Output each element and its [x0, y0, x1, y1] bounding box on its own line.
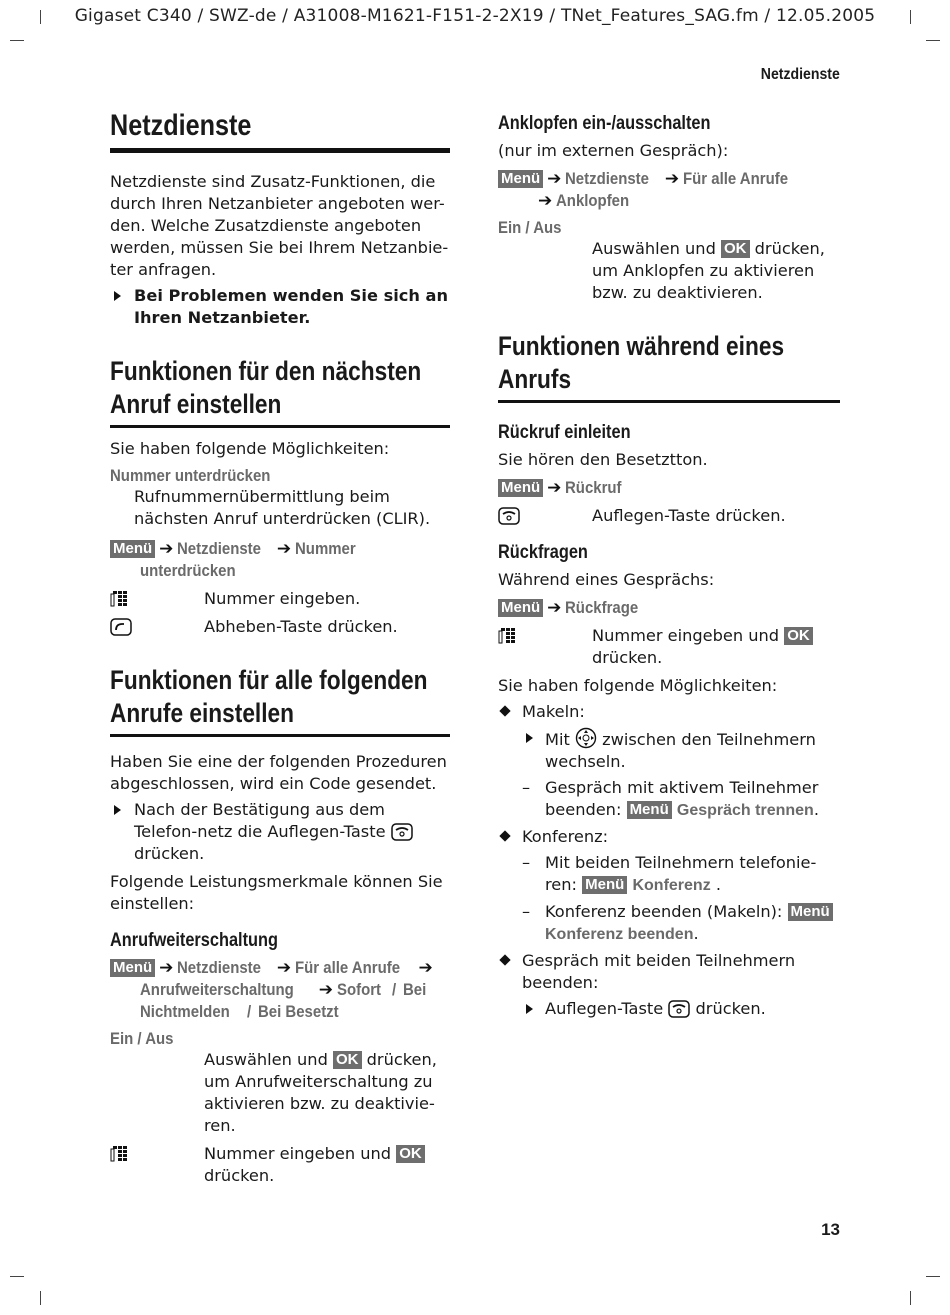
menu-path-item: Netzdienste: [177, 539, 262, 558]
instruction-text: Auswählen und: [592, 239, 716, 258]
menu-path-item: Nummer: [295, 539, 356, 558]
option-label: Nummer unterdrücken: [110, 466, 271, 485]
step-row: [498, 625, 840, 669]
instruction-text: Auswählen und: [204, 1050, 328, 1069]
subitem-text: Mit: [545, 730, 570, 749]
step-row: [110, 588, 450, 610]
arrow-bullet-icon: [526, 1004, 533, 1014]
step-row: [110, 616, 450, 638]
crop-mark: [926, 1276, 940, 1277]
konferenz-subitem: [498, 901, 840, 946]
possibilities-text: Sie haben folgende Möglichkeiten:: [498, 676, 778, 695]
step-row: [110, 1143, 450, 1187]
heading-line: Anrufs: [498, 364, 572, 394]
consult-title: Rückfragen: [498, 542, 588, 563]
step-text: [592, 625, 840, 669]
menu-key-badge: Menü: [627, 801, 672, 819]
menu-path: [110, 538, 450, 582]
select-instruction: [204, 1049, 450, 1137]
option-off: Aus: [533, 218, 562, 237]
menu-path-item: Bei: [402, 980, 426, 999]
call-waiting-subtitle: (nur im externen Gespräch):: [498, 141, 729, 160]
menu-path-item: Nichtmelden: [140, 1002, 230, 1021]
menu-key-badge: Menü: [498, 170, 543, 188]
menu-path-item: Anrufweiterschaltung: [140, 980, 294, 999]
menu-path-item: Für alle Anrufe: [683, 169, 789, 188]
step-text: Abheben-Taste drücken.: [204, 617, 398, 636]
crop-mark: [10, 1276, 24, 1277]
dash-bullet: –: [522, 902, 531, 921]
instruction-text: drücken.: [204, 1166, 275, 1185]
intro-note-text: Bei Problemen wenden Sie sich an Ihren Netzanbieter.: [134, 286, 448, 327]
subitem-text: .: [715, 875, 722, 894]
instruction-text: Nummer eingeben und: [592, 626, 780, 645]
menu-key-badge: Menü: [498, 599, 543, 617]
heading-line: Funktionen während eines: [498, 331, 785, 361]
menu-key-badge: Menü: [110, 540, 155, 558]
next-call-heading: [110, 355, 450, 421]
keypad-icon: [498, 627, 520, 645]
crop-mark: [926, 40, 940, 41]
subitem-text: drücken.: [695, 999, 766, 1018]
menu-path: Menü ➔ Netzdienste ➔ Für alle Anrufe ➔ Anrufweiterschaltung ➔ Sofort / Bei Nichtmelden / Bei Besetzt: [110, 957, 450, 1023]
control-key-icon: [575, 727, 597, 749]
arrow-right-icon: ➔: [318, 980, 333, 1000]
hangup-key-icon: [498, 507, 520, 525]
arrow-right-icon: ➔: [276, 958, 292, 978]
instruction-text: drücken.: [592, 648, 663, 667]
step-text: [204, 1143, 450, 1187]
call-waiting-title: Anklopfen ein-/ausschalten: [498, 113, 711, 134]
diamond-bullet-icon: [499, 954, 510, 965]
menu-key-badge: Menü: [582, 876, 627, 894]
option-description: Rufnummernübermittlung beim nächsten Anruf unterdrücken (CLIR).: [134, 487, 431, 528]
makeln-item: [498, 701, 840, 723]
makeln-subitem: [498, 777, 840, 822]
menu-key-badge: Menü: [498, 479, 543, 497]
menu-key-badge: Menü: [788, 903, 833, 921]
arrow-right-icon: ➔: [538, 191, 553, 211]
hangup-key-icon: [391, 823, 413, 841]
crop-mark: [910, 1291, 911, 1305]
bullet-text: Makeln:: [522, 702, 585, 721]
running-section-header: Netzdienste: [760, 66, 840, 83]
arrow-right-icon: ➔: [159, 958, 174, 978]
step-text: Nummer eingeben.: [204, 589, 361, 608]
all-calls-intro: Haben Sie eine der folgenden Prozeduren abgeschlossen, wird ein Code gesendet.: [110, 752, 447, 793]
menu-path-item: Konferenz beenden: [545, 926, 694, 943]
crop-mark: [10, 40, 24, 41]
intro-note: [110, 285, 450, 329]
arrow-right-icon: ➔: [547, 598, 562, 618]
arrow-bullet-icon: [114, 291, 121, 301]
possibilities-text: Sie haben folgende Möglichkeiten:: [110, 439, 390, 458]
menu-path-item: Für alle Anrufe: [295, 958, 401, 977]
subitem-text: .: [693, 924, 699, 943]
menu-path: [498, 168, 840, 212]
end-both-subitem: [498, 998, 840, 1020]
callback-title: Rückruf einleiten: [498, 422, 631, 443]
instruction-text: drücken, um Anrufweiterschaltung zu aktivieren bzw. zu deaktivie-ren.: [204, 1050, 437, 1135]
menu-path-item: Netzdienste: [565, 169, 650, 188]
step-text: Auflegen-Taste drücken.: [592, 506, 786, 525]
heading-line: Funktionen für den nächsten: [110, 356, 422, 386]
page-title: Netzdienste: [110, 109, 252, 142]
note-text: drücken.: [134, 844, 205, 863]
callback-description: Sie hören den Besetztton.: [498, 450, 708, 469]
arrow-right-icon: ➔: [664, 169, 680, 189]
subitem-text: Auflegen-Taste: [545, 999, 664, 1018]
arrow-bullet-icon: [526, 733, 533, 743]
instruction-text: drücken, um Anklopfen zu aktivieren bzw. zu deaktivieren.: [592, 239, 825, 302]
left-column: [110, 108, 450, 1187]
option-on: Ein: [498, 218, 522, 237]
menu-path-item: Konferenz: [632, 877, 711, 894]
arrow-right-icon: ➔: [547, 169, 562, 189]
arrow-right-icon: ➔: [547, 478, 562, 498]
konferenz-item: [498, 826, 840, 848]
diamond-bullet-icon: [499, 705, 510, 716]
all-calls-note: [110, 799, 450, 865]
dash-bullet: –: [522, 778, 531, 797]
hangup-key-icon: [668, 1000, 690, 1018]
menu-path-item: Anklopfen: [556, 191, 630, 210]
end-both-item: [498, 950, 840, 994]
select-instruction: [592, 238, 840, 304]
dash-bullet: –: [522, 853, 531, 872]
consult-description: Während eines Gesprächs:: [498, 570, 715, 589]
right-column: [498, 108, 840, 1020]
bullet-text: Gespräch mit beiden Teilnehmern beenden:: [522, 951, 796, 992]
subitem-text: .: [813, 800, 819, 819]
ok-key-badge: OK: [333, 1051, 362, 1069]
subitem-text: Mit beiden Teilnehmern telefonie-ren:: [545, 853, 817, 894]
on-off-options: Ein / Aus: [110, 1029, 174, 1048]
page-number: 13: [821, 1220, 840, 1239]
features-text: Folgende Leistungsmerkmale können Sie einstellen:: [110, 872, 443, 913]
heading-line: Anruf einstellen: [110, 389, 282, 419]
arrow-bullet-icon: [114, 805, 121, 815]
menu-path: [498, 477, 840, 499]
crop-mark: [40, 1291, 41, 1305]
all-calls-heading: [110, 664, 450, 730]
heading-line: Funktionen für alle folgenden: [110, 665, 428, 695]
keypad-icon: [110, 590, 132, 608]
menu-path-item: Rückruf: [565, 478, 622, 497]
menu-path-item: Bei Besetzt: [257, 1002, 339, 1021]
note-text: Nach der Bestätigung aus dem Telefon-netz die Auflegen-Taste: [134, 800, 386, 841]
forwarding-title: Anrufweiterschaltung: [110, 930, 278, 951]
on-off-options: Ein / Aus: [498, 218, 562, 237]
pickup-key-icon: [110, 618, 132, 636]
diamond-bullet-icon: [499, 830, 510, 841]
heading-line: Anrufe einstellen: [110, 698, 294, 728]
menu-path: [498, 597, 840, 619]
menu-path-item: Rückfrage: [565, 598, 639, 617]
konferenz-subitem: [498, 852, 840, 897]
bullet-text: Konferenz:: [522, 827, 609, 846]
menu-path-item: Netzdienste: [177, 958, 262, 977]
arrow-right-icon: ➔: [418, 958, 433, 978]
menu-path-item: Gespräch trennen: [676, 802, 814, 819]
step-row: [498, 505, 840, 527]
option-off: Aus: [145, 1029, 174, 1048]
subitem-text: zwischen den Teilnehmern wechseln.: [545, 730, 816, 771]
subitem-text: Konferenz beenden (Makeln):: [545, 902, 783, 921]
ok-key-badge: OK: [721, 240, 750, 258]
during-call-heading: [498, 330, 840, 396]
option-on: Ein: [110, 1029, 134, 1048]
menu-key-badge: Menü: [110, 959, 155, 977]
arrow-right-icon: ➔: [159, 539, 174, 559]
arrow-right-icon: ➔: [276, 539, 292, 559]
file-info-line: Gigaset C340 / SWZ-de / A31008-M1621-F151-2-2X19 / TNet_Features_SAG.fm / 12.05.2005: [74, 6, 876, 26]
instruction-text: Nummer eingeben und: [204, 1144, 392, 1163]
menu-path-item: unterdrücken: [140, 561, 236, 580]
ok-key-badge: OK: [396, 1145, 425, 1163]
intro-paragraph: Netzdienste sind Zusatz-Funktionen, die durch Ihren Netzanbieter angeboten wer-den. Welche Zusatzdienste angeboten werden, müssen Sie bei Ihrem Netzanbie-ter anfragen.: [110, 172, 449, 279]
subitem-text: Gespräch mit aktivem Teilnehmer beenden:: [545, 778, 819, 819]
ok-key-badge: OK: [784, 627, 813, 645]
keypad-icon: [110, 1145, 132, 1163]
makeln-subitem: [498, 727, 840, 773]
menu-path-item: Sofort: [337, 980, 382, 999]
